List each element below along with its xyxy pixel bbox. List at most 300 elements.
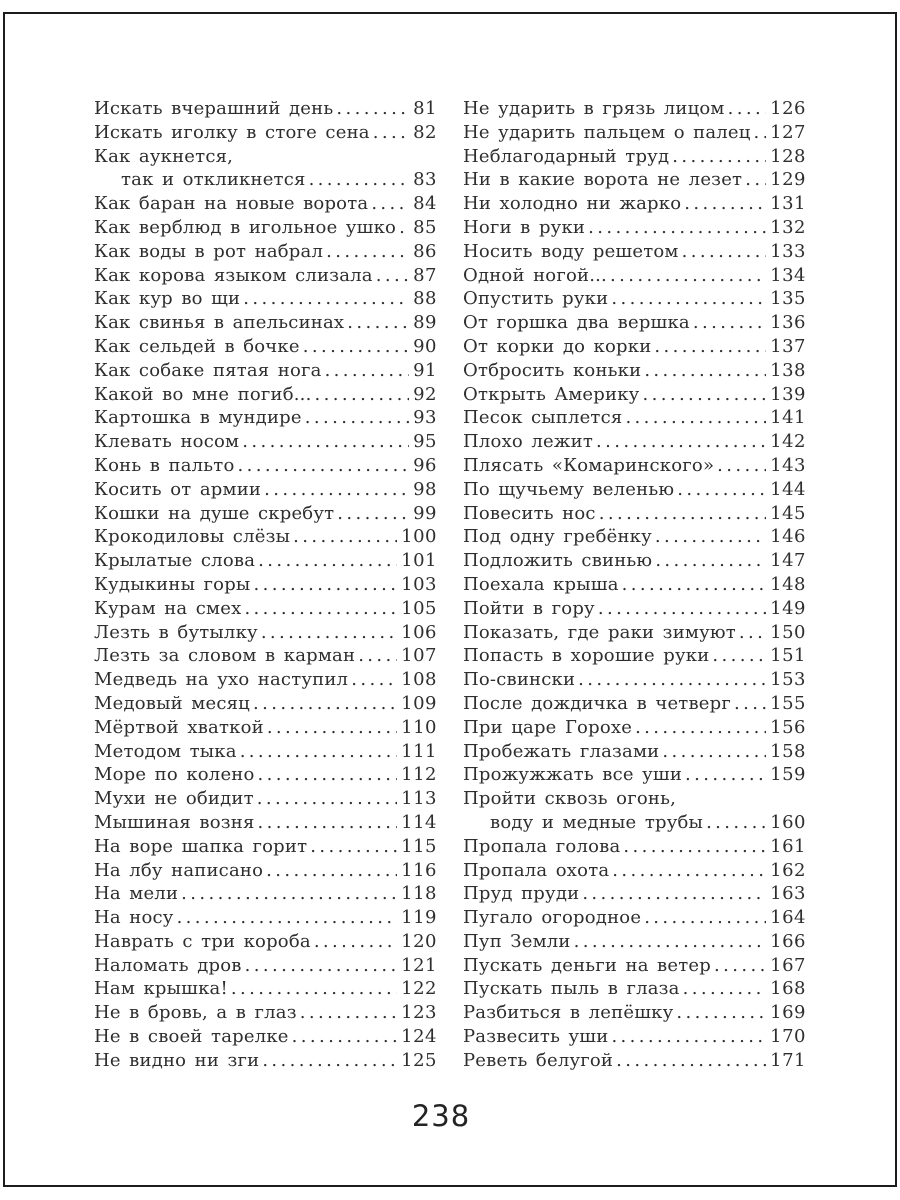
entry-label: После дождичка в четверг <box>463 692 731 714</box>
toc-entry <box>94 145 437 169</box>
entry-page-number: 107 <box>401 645 437 667</box>
toc-entry <box>94 287 437 311</box>
entry-label: Поехала крыша <box>463 573 619 595</box>
toc-entry <box>463 97 806 121</box>
dot-leader <box>231 977 397 1001</box>
dot-leader <box>588 216 766 240</box>
dot-leader <box>578 668 766 692</box>
toc-entry <box>94 906 437 930</box>
entry-label: Как свинья в апельсинах <box>94 312 345 334</box>
entry-page-number: 115 <box>401 835 437 857</box>
toc-entry <box>463 264 806 288</box>
entry-label: Как собаке пятая нога <box>94 359 322 381</box>
entry-label: Неблагодарный труд <box>463 145 670 167</box>
toc-entry <box>463 906 806 930</box>
entry-page-number: 164 <box>770 907 806 929</box>
entry-label: Развесить уши <box>463 1026 609 1048</box>
entry-label: Как баран на новые ворота <box>94 193 369 215</box>
entry-page-number: 166 <box>770 930 806 952</box>
entry-label: На носу <box>94 907 174 929</box>
entry-label: Косить от армии <box>94 478 262 500</box>
entry-label: Медовый месяц <box>94 692 250 714</box>
page-number: 238 <box>411 1099 471 1133</box>
entry-page-number: 87 <box>413 264 437 286</box>
toc-entry <box>94 1049 437 1073</box>
entry-page-number: 137 <box>770 335 806 357</box>
entry-label: На воре шапка горит <box>94 835 308 857</box>
entry-page-number: 126 <box>770 98 806 119</box>
toc-entry <box>463 430 806 454</box>
entry-label: Как корова языком слизала <box>94 264 373 286</box>
entry-label: Искать иголку в стоге сена <box>94 121 370 143</box>
toc-entry <box>94 740 437 764</box>
toc-entry <box>463 287 806 311</box>
toc-entry <box>463 1025 806 1049</box>
entry-label: Ни в какие ворота не лезет <box>463 169 743 191</box>
entry-label: Крылатые слова <box>94 550 256 572</box>
entry-label: Пробежать глазами <box>463 740 660 762</box>
dot-leader <box>244 597 397 621</box>
entry-page-number: 132 <box>770 216 806 238</box>
dot-leader <box>310 835 397 859</box>
entry-page-number: 171 <box>770 1049 806 1071</box>
dot-leader <box>611 1025 766 1049</box>
dot-leader <box>662 740 766 764</box>
dot-leader <box>712 644 766 668</box>
entry-page-number: 141 <box>770 407 806 429</box>
dot-leader <box>683 977 767 1001</box>
entry-label: Пройти сквозь огонь, <box>463 788 676 810</box>
entry-page-number: 108 <box>401 669 437 691</box>
entry-page-number: 90 <box>413 335 437 357</box>
entry-page-number: 163 <box>770 883 806 905</box>
entry-label: Не в бровь, а в глаз <box>94 1002 297 1024</box>
entry-page-number: 143 <box>770 454 806 476</box>
entry-label: По щучьему веленью <box>463 478 675 500</box>
dot-leader <box>238 454 410 478</box>
entry-page-number: 145 <box>770 502 806 524</box>
entry-page-number: 84 <box>413 193 437 215</box>
dot-leader <box>596 430 766 454</box>
entry-page-number: 155 <box>770 692 806 714</box>
toc-entry <box>463 240 806 264</box>
entry-page-number: 101 <box>401 550 437 572</box>
toc-entry <box>94 668 437 692</box>
entry-page-number: 81 <box>413 98 437 119</box>
dot-leader <box>693 311 766 335</box>
toc-column-left <box>94 97 437 1073</box>
toc-entry <box>463 549 806 573</box>
entry-page-number: 85 <box>413 216 437 238</box>
toc-entry <box>94 621 437 645</box>
toc-entry <box>94 359 437 383</box>
entry-label: На лбу написано <box>94 859 264 881</box>
dot-leader <box>622 573 767 597</box>
dot-leader <box>739 621 766 645</box>
entry-page-number: 105 <box>401 597 437 619</box>
entry-page-number: 158 <box>770 740 806 762</box>
dot-leader <box>258 811 398 835</box>
toc-entry <box>94 264 437 288</box>
toc-entry <box>94 240 437 264</box>
dot-leader <box>611 287 766 311</box>
dot-leader <box>616 1049 766 1073</box>
toc-entry <box>463 859 806 883</box>
entry-page-number: 113 <box>401 788 437 810</box>
toc-entry <box>94 597 437 621</box>
toc-entry <box>94 430 437 454</box>
toc-entry <box>463 692 806 716</box>
entry-page-number: 116 <box>401 859 437 881</box>
entry-label: От горшка два вершка <box>463 312 690 334</box>
dot-leader <box>714 954 766 978</box>
entry-page-number: 138 <box>770 359 806 381</box>
entry-page-number: 98 <box>413 478 437 500</box>
toc-entry <box>94 977 437 1001</box>
entry-label: Мёртвой хваткой <box>94 716 264 738</box>
toc-entry <box>463 359 806 383</box>
dot-leader <box>677 478 766 502</box>
entry-page-number: 92 <box>413 383 437 405</box>
entry-page-number: 110 <box>401 716 437 738</box>
toc-entry <box>463 406 806 430</box>
dot-leader <box>264 478 409 502</box>
toc-entry <box>94 454 437 478</box>
entry-label: Не ударить в грязь лицом <box>463 98 725 119</box>
entry-page-number: 161 <box>770 835 806 857</box>
dot-leader <box>243 287 409 311</box>
entry-label: Курам на смех <box>94 597 242 619</box>
entry-label: Ноги в руки <box>463 216 586 238</box>
entry-label: Не видно ни зги <box>94 1049 260 1071</box>
toc-entry <box>463 954 806 978</box>
dot-leader <box>181 882 397 906</box>
dot-leader <box>717 454 766 478</box>
entry-label: Как аукнется, <box>94 145 234 167</box>
toc-entry <box>463 573 806 597</box>
entry-label: Пускать деньги на ветер <box>463 954 711 976</box>
entry-label: Пропала охота <box>463 859 610 881</box>
dot-leader <box>610 264 766 288</box>
entry-label: По-свински <box>463 669 576 691</box>
toc-entry <box>94 549 437 573</box>
toc-entry <box>463 121 806 145</box>
entry-label: Нам крышка! <box>94 978 228 1000</box>
toc-entry <box>94 811 437 835</box>
dot-leader <box>293 525 397 549</box>
entry-page-number: 82 <box>413 121 437 143</box>
entry-label: Подложить свинью <box>463 550 653 572</box>
toc-entry <box>463 383 806 407</box>
entry-label: Попасть в хорошие руки <box>463 645 710 667</box>
entry-page-number: 153 <box>770 669 806 691</box>
entry-page-number: 146 <box>770 526 806 548</box>
entry-page-number: 112 <box>401 764 437 786</box>
toc-entry <box>94 168 437 192</box>
entry-page-number: 100 <box>401 526 437 548</box>
entry-label: Открыть Америку <box>463 383 640 405</box>
entry-label: От корки до корки <box>463 335 652 357</box>
entry-page-number: 135 <box>770 288 806 310</box>
entry-label: Разбиться в лепёшку <box>463 1002 674 1024</box>
entry-label: Мышиная возня <box>94 811 255 833</box>
entry-label: Как кур во щи <box>94 288 241 310</box>
dot-leader <box>745 168 766 192</box>
dot-leader <box>676 1001 766 1025</box>
dot-leader <box>612 859 766 883</box>
entry-label: Искать вчерашний день <box>94 98 334 119</box>
dot-leader <box>253 573 397 597</box>
dot-leader <box>582 882 766 906</box>
toc-column-right <box>463 97 806 1073</box>
entry-page-number: 136 <box>770 312 806 334</box>
toc-entry <box>463 763 806 787</box>
entry-page-number: 128 <box>770 145 806 167</box>
entry-label: Как воды в рот набрал <box>94 240 324 262</box>
dot-leader <box>253 692 397 716</box>
entry-label: Кудыкины горы <box>94 573 251 595</box>
entry-label: Пропала голова <box>463 835 621 857</box>
entry-page-number: 119 <box>401 907 437 929</box>
entry-label: Отбросить коньки <box>463 359 642 381</box>
entry-label: Мухи не обидит <box>94 788 254 810</box>
entry-page-number: 160 <box>770 811 806 833</box>
dot-leader <box>337 502 409 526</box>
dot-leader <box>644 359 766 383</box>
entry-label: Крокодиловы слёзы <box>94 526 291 548</box>
toc-entry <box>463 192 806 216</box>
toc-entry <box>463 1049 806 1073</box>
entry-page-number: 149 <box>770 597 806 619</box>
entry-page-number: 167 <box>770 954 806 976</box>
entry-page-number: 133 <box>770 240 806 262</box>
toc-entry <box>463 668 806 692</box>
toc-entry <box>94 335 437 359</box>
entry-page-number: 162 <box>770 859 806 881</box>
entry-label: Методом тыка <box>94 740 237 762</box>
entry-page-number: 91 <box>413 359 437 381</box>
toc-entry <box>463 478 806 502</box>
entry-page-number: 109 <box>401 692 437 714</box>
toc-entry <box>94 859 437 883</box>
entry-label: Не ударить пальцем о палец <box>463 121 751 143</box>
entry-page-number: 168 <box>770 978 806 1000</box>
dot-leader <box>314 930 397 954</box>
entry-label: Картошка в мундире <box>94 407 302 429</box>
dot-leader <box>347 311 409 335</box>
dot-leader <box>754 121 767 145</box>
toc-entry <box>463 882 806 906</box>
entry-page-number: 103 <box>401 573 437 595</box>
dot-leader <box>734 692 766 716</box>
dot-leader <box>672 145 766 169</box>
dot-leader <box>325 359 410 383</box>
dot-leader <box>261 621 397 645</box>
entry-label: Наврать с три короба <box>94 930 311 952</box>
entry-page-number: 96 <box>413 454 437 476</box>
toc-entry <box>463 930 806 954</box>
entry-page-number: 89 <box>413 312 437 334</box>
toc-entry <box>94 835 437 859</box>
dot-leader <box>305 406 409 430</box>
toc-entry <box>94 787 437 811</box>
dot-leader <box>599 502 766 526</box>
dot-leader <box>625 406 766 430</box>
dot-leader <box>303 335 409 359</box>
dot-leader <box>177 906 398 930</box>
toc-entry <box>94 311 437 335</box>
toc-entry <box>463 977 806 1001</box>
entry-page-number: 123 <box>401 1002 437 1024</box>
dot-leader <box>315 383 410 407</box>
entry-page-number: 86 <box>413 240 437 262</box>
dot-leader <box>598 597 766 621</box>
toc-entry <box>463 835 806 859</box>
dot-leader <box>240 740 397 764</box>
toc-entry <box>94 525 437 549</box>
entry-page-number: 142 <box>770 431 806 453</box>
toc-entry <box>463 311 806 335</box>
dot-leader <box>258 549 397 573</box>
entry-label: Реветь белугой <box>463 1049 614 1071</box>
dot-leader <box>655 549 766 573</box>
entry-page-number: 127 <box>770 121 806 143</box>
dot-leader <box>371 192 409 216</box>
entry-label: Повесить нос <box>463 502 596 524</box>
entry-label: Наломать дров <box>94 954 242 976</box>
entry-page-number: 83 <box>413 169 437 191</box>
entry-label: Песок сыплется <box>463 407 623 429</box>
entry-label: Пугало огородное <box>463 907 642 929</box>
dot-leader <box>258 763 398 787</box>
entry-label: Лезть в бутылку <box>94 621 258 643</box>
entry-page-number: 121 <box>401 954 437 976</box>
toc-entry <box>94 573 437 597</box>
toc-entry <box>94 930 437 954</box>
entry-label: Медведь на ухо наступил <box>94 669 349 691</box>
dot-leader <box>257 787 397 811</box>
toc-entry <box>463 787 806 811</box>
entry-page-number: 93 <box>413 407 437 429</box>
entry-page-number: 118 <box>401 883 437 905</box>
dot-leader <box>358 644 397 668</box>
entry-page-number: 88 <box>413 288 437 310</box>
entry-label: Не в своей тарелке <box>94 1026 289 1048</box>
entry-page-number: 124 <box>401 1026 437 1048</box>
toc-entry <box>463 168 806 192</box>
dot-leader <box>309 168 410 192</box>
toc-entry <box>463 1001 806 1025</box>
dot-leader <box>292 1025 397 1049</box>
entry-page-number: 131 <box>770 193 806 215</box>
dot-leader <box>644 906 766 930</box>
toc-entry <box>94 216 437 240</box>
toc-entry <box>463 716 806 740</box>
toc-entry <box>463 216 806 240</box>
entry-page-number: 111 <box>401 740 437 762</box>
entry-label: воду и медные трубы <box>490 811 704 833</box>
toc-entry <box>463 740 806 764</box>
entry-label: Плясать «Комаринского» <box>463 454 715 476</box>
toc-entry <box>94 97 437 121</box>
entry-page-number: 99 <box>413 502 437 524</box>
toc-entry <box>94 406 437 430</box>
toc-entry <box>94 692 437 716</box>
entry-page-number: 156 <box>770 716 806 738</box>
table-of-contents <box>94 97 806 1073</box>
entry-page-number: 150 <box>770 621 806 643</box>
dot-leader <box>245 954 398 978</box>
entry-label: Носить воду решетом <box>463 240 679 262</box>
entry-page-number: 170 <box>770 1026 806 1048</box>
entry-page-number: 125 <box>401 1049 437 1071</box>
dot-leader <box>682 240 767 264</box>
toc-entry <box>463 811 806 835</box>
entry-page-number: 148 <box>770 573 806 595</box>
entry-label: Кошки на душе скребут <box>94 502 335 524</box>
dot-leader <box>336 97 409 121</box>
toc-entry <box>463 597 806 621</box>
entry-page-number: 147 <box>770 550 806 572</box>
entry-label: Море по колено <box>94 764 255 786</box>
toc-entry <box>94 1025 437 1049</box>
toc-entry <box>94 383 437 407</box>
dot-leader <box>685 763 766 787</box>
entry-page-number: 159 <box>770 764 806 786</box>
toc-entry <box>94 763 437 787</box>
dot-leader <box>635 716 766 740</box>
toc-entry <box>94 1001 437 1025</box>
entry-page-number: 139 <box>770 383 806 405</box>
dot-leader <box>262 1049 397 1073</box>
entry-page-number: 120 <box>401 930 437 952</box>
toc-entry <box>463 621 806 645</box>
entry-page-number: 169 <box>770 1002 806 1024</box>
toc-entry <box>463 145 806 169</box>
entry-label: Прожужжать все уши <box>463 764 683 786</box>
entry-label: Пруд пруди <box>463 883 580 905</box>
entry-page-number: 95 <box>413 431 437 453</box>
entry-page-number: 134 <box>770 264 806 286</box>
entry-label: Как верблюд в игольное ушко <box>94 216 397 238</box>
dot-leader <box>351 668 397 692</box>
entry-label: Как сельдей в бочке <box>94 335 300 357</box>
dot-leader <box>300 1001 397 1025</box>
dot-leader <box>326 240 409 264</box>
toc-entry <box>94 121 437 145</box>
toc-entry <box>463 454 806 478</box>
entry-page-number: 106 <box>401 621 437 643</box>
toc-entry <box>94 478 437 502</box>
entry-label: Показать, где раки зимуют <box>463 621 736 643</box>
dot-leader <box>642 383 766 407</box>
entry-label: Ни холодно ни жарко <box>463 193 682 215</box>
toc-entry <box>94 192 437 216</box>
dot-leader <box>399 216 409 240</box>
toc-entry <box>463 525 806 549</box>
toc-entry <box>463 335 806 359</box>
dot-leader <box>684 192 766 216</box>
entry-label: так и откликнется <box>121 169 306 191</box>
dot-leader <box>267 716 397 740</box>
toc-entry <box>94 502 437 526</box>
entry-label: При царе Горохе <box>463 716 633 738</box>
entry-label: Под одну гребёнку <box>463 526 652 548</box>
entry-label: Пойти в гору <box>463 597 595 619</box>
entry-label: Пуп Земли <box>463 930 571 952</box>
toc-entry <box>463 644 806 668</box>
entry-label: Пускать пыль в глаза <box>463 978 680 1000</box>
